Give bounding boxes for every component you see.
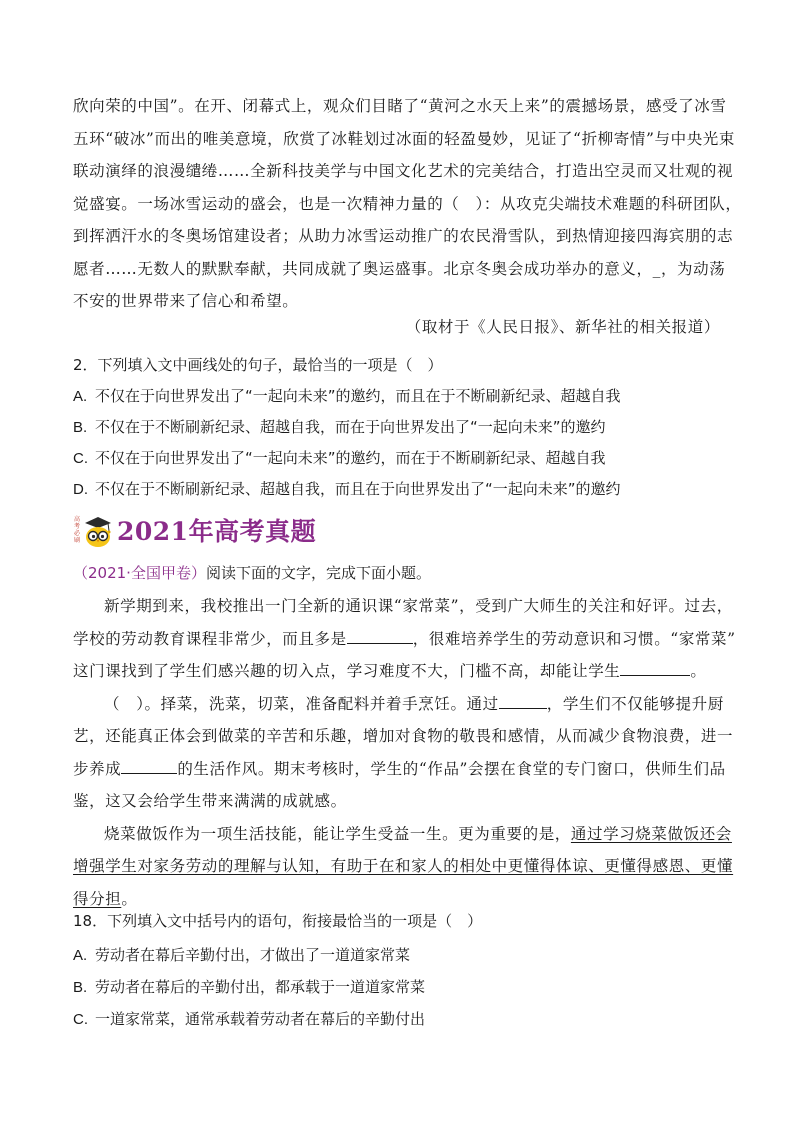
fill-blank — [499, 692, 547, 709]
passage-line: 五环“破冰”而出的唯美意境，欣赏了冰鞋划过冰面的轻盈曼妙，见证了“折柳寄情”与中央光束 — [73, 129, 735, 148]
passage-source: （取材于《人民日报》、新华社的相关报道） — [405, 318, 720, 336]
passage-line — [73, 688, 725, 721]
passage-line: 联动演绎的浪漫缱绻……全新科技美学与中国文化艺术的完美结合，打造出空灵而又壮观的视 — [73, 162, 734, 180]
passage-line — [73, 623, 736, 656]
passage-line: 鉴，这又会给学生带来满满的成就感。 — [73, 792, 347, 810]
option-text: 不仅在于不断刷新纪录、超越自我，而且在于向世界发出了“一起向未来”的邀约 — [95, 480, 621, 498]
option-text: 一道家常菜，通常承载着劳动者在幕后的辛勤付出 — [95, 1010, 426, 1028]
instruction-text: 阅读下面的文字，完成下面小题。 — [205, 564, 431, 582]
passage-line: 不安的世界带来了信心和希望。 — [73, 292, 299, 310]
exam-source-tag: （2021·全国甲卷） — [73, 564, 206, 582]
underlined-text: 得分担 — [73, 889, 122, 908]
svg-text:刷: 刷 — [74, 537, 81, 544]
option-text: 不仅在于不断刷新纪录、超越自我，而在于向世界发出了“一起向未来”的邀约 — [95, 418, 606, 436]
svg-text:必: 必 — [74, 530, 81, 537]
question-2-stem: 2．下列填入文中画线处的句子，最恰当的一项是（ ） — [73, 356, 443, 374]
underlined-text: 增强学生对家务劳动的理解与认知，有助于在和家人的相处中更懂得体谅、更懂得感恩、更懂 — [73, 857, 734, 875]
option-text: 劳动者在幕后辛勤付出，才做出了一道道家常菜 — [95, 946, 411, 964]
option-letter: C. — [73, 1011, 88, 1028]
graduate-owl-icon — [73, 511, 113, 549]
option-b[interactable] — [73, 977, 425, 998]
passage-line: 到挥洒汗水的冬奥场馆建设者；从助力冰雪运动推广的农民滑雪队，到热情迎接四海宾朋的志 — [73, 227, 734, 245]
option-c[interactable] — [73, 1009, 425, 1030]
passage-text: ，很难培养学生的劳动意识和习惯。“家常菜” — [412, 629, 736, 648]
option-text: 不仅在于向世界发出了“一起向未来”的邀约，而在于不断刷新纪录、超越自我 — [95, 449, 606, 467]
passage-text: 。 — [690, 662, 707, 680]
svg-text:高: 高 — [74, 516, 81, 523]
option-a[interactable] — [73, 386, 621, 407]
passage-line: 新学期到来，我校推出一门全新的通识课“家常菜”，受到广大师生的关注和好评。过去， — [104, 597, 733, 615]
passage-one — [73, 90, 742, 318]
svg-text:考: 考 — [74, 523, 81, 530]
fill-blank — [121, 757, 177, 774]
option-a[interactable] — [73, 945, 410, 966]
passage-line: 愿者……无数人的默默奉献，共同成就了奥运盛事。北京冬奥会成功举办的意义，_，为动荡 — [73, 259, 726, 278]
fill-blank — [620, 659, 690, 676]
passage-text: ，学生们不仅能够提升厨 — [546, 694, 724, 713]
section-banner — [73, 510, 316, 550]
option-letter: B. — [73, 979, 88, 996]
passage-two — [73, 590, 736, 915]
passage-line: 艺，还能真正体会到做菜的辛苦和乐趣，增加对食物的敬畏和感情，从而减少食物浪费，进一 — [73, 727, 734, 745]
passage-line — [73, 655, 725, 688]
option-b[interactable] — [73, 417, 606, 438]
passage-line — [73, 818, 732, 851]
passage-text: 步养成 — [73, 759, 122, 778]
option-text: 不仅在于向世界发出了“一起向未来”的邀约，而且在于不断刷新纪录、超越自我 — [95, 387, 621, 405]
passage-line: 欣向荣的中国”。在开、闭幕式上，观众们目睹了“黄河之水天上来”的震撼场景，感受了冰雪 — [73, 97, 727, 115]
option-d[interactable] — [73, 479, 621, 500]
option-text: 劳动者在幕后的辛勤付出，都承载于一道道家常菜 — [95, 978, 426, 996]
option-letter: A. — [73, 947, 88, 964]
passage-text: （ ）。择菜，洗菜，切菜，准备配料并着手烹饪。通过 — [104, 694, 499, 713]
passage-line — [73, 850, 734, 883]
passage-line: 觉盛宴。一场冰雪运动的盛会，也是一次精神力量的（ ）：从攻克尖端技术难题的科研团队， — [73, 194, 742, 213]
passage-text: 这门课找到了学生们感兴趣的切入点，学习难度不大，门槛不高，却能让学生 — [73, 662, 621, 680]
option-c[interactable] — [73, 448, 606, 469]
passage-text: 烧菜做饭作为一项生活技能，能让学生受益一生。更为重要的是， — [104, 824, 571, 843]
passage-text: 学校的劳动教育课程非常少，而且多是 — [73, 629, 347, 648]
section-title: 2021年高考真题 — [117, 517, 317, 546]
question-18-stem: 18．下列填入文中括号内的语句，衔接最恰当的一项是（ ） — [73, 912, 483, 930]
option-letter: D. — [73, 481, 88, 498]
passage-line — [73, 753, 725, 786]
exam-source-line — [73, 563, 431, 583]
option-letter: C. — [73, 450, 88, 467]
underlined-text: 通过学习烧菜做饭还会 — [570, 824, 732, 843]
option-letter: A. — [73, 388, 88, 405]
option-letter: B. — [73, 419, 88, 436]
passage-text: 的生活作风。期末考核时，学生的“作品”会摆在食堂的专门窗口，供师生们品 — [177, 759, 726, 778]
passage-text: 。 — [121, 889, 138, 908]
fill-blank — [347, 627, 413, 644]
